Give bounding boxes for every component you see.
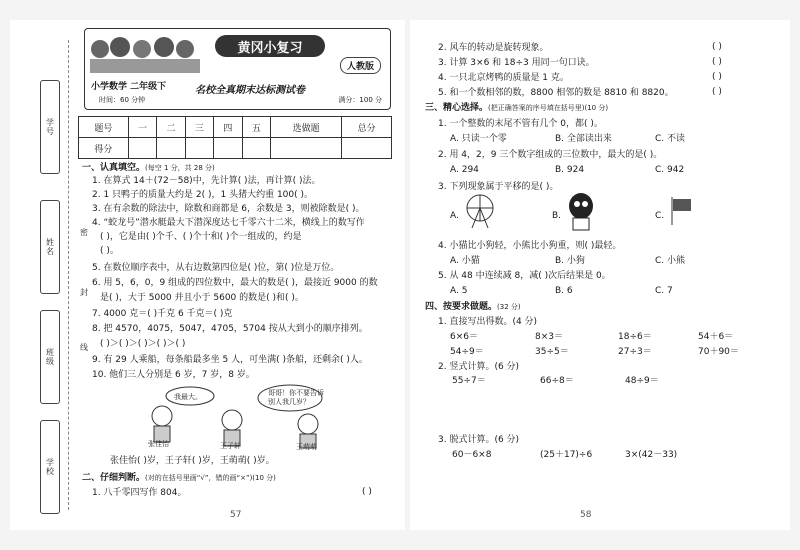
binding-strip [18, 40, 88, 510]
choice-option[interactable]: B. 6 [555, 286, 573, 296]
choice-question: 3. 下列现象属于平移的是( )。 [438, 182, 559, 192]
paper-title: 名校全真期末达标测试卷 [195, 85, 305, 96]
section4-heading: 四、按要求做题。(32 分) [425, 302, 521, 312]
question: 4. “蛟龙号”潜水艇最大下潜深度达七千零六十二米，横线上的数写作 [92, 218, 365, 228]
choice-option[interactable]: C. 不读 [655, 134, 686, 144]
school-box: 学校 [40, 420, 60, 514]
calc-item: 35÷5＝ [535, 347, 569, 357]
series-title: 黄冈小复习 [215, 35, 325, 57]
choice-option[interactable]: B. 小狗 [555, 256, 585, 266]
choice-option[interactable]: B. 924 [555, 165, 585, 175]
speech-bubble: 哥哥！你不要告诉别人我几岁？ [268, 389, 324, 406]
calc-item: 70＋90＝ [698, 347, 739, 357]
answer-bracket[interactable]: ( ) [712, 72, 722, 82]
flag-image [666, 195, 696, 227]
subsection-title: 2. 竖式计算。(6 分) [438, 362, 520, 372]
choice-option[interactable]: A. 294 [450, 165, 479, 175]
section1-heading: 一、认真填空。(每空 1 分，共 28 分) [82, 163, 215, 173]
page-number: 58 [580, 510, 592, 520]
choice-option[interactable]: A. [450, 211, 459, 221]
question-cont: 是( )，大于 5000 并且小于 5600 的数是( )和( )。 [100, 293, 304, 303]
score-col-header: 选做题 [271, 117, 342, 138]
choice-option[interactable]: C. 942 [655, 165, 685, 175]
question-cont: ( )。 [100, 246, 119, 256]
choice-option[interactable]: A. 小猫 [450, 256, 480, 266]
answer-bracket[interactable]: ( ) [362, 487, 372, 497]
vertical-calc: 48÷9＝ [625, 376, 659, 386]
choice-option[interactable]: C. 7 [655, 286, 673, 296]
choice-question: 2. 用 4，2，9 三个数字组成的三位数中，最大的是( )。 [438, 150, 663, 160]
score-cell[interactable] [185, 138, 213, 159]
header-banner [84, 28, 391, 110]
calc-item: 54÷9＝ [450, 347, 484, 357]
score-col-header: 二 [157, 117, 185, 138]
score-table [78, 116, 392, 159]
score-cell[interactable] [242, 138, 270, 159]
score-col-header: 三 [185, 117, 213, 138]
full-score: 满分：100 分 [338, 96, 382, 104]
stepwise-calc: 60－6×8 [452, 450, 492, 460]
question: 1. 在算式 14＋(72－58)中，先计算( )法，再计算( )法。 [92, 176, 321, 186]
subject-grade: 小学数学 二年级下 [91, 82, 167, 92]
child-name: 王萌萌 [296, 443, 317, 451]
score-cell[interactable] [271, 138, 342, 159]
choice-option[interactable]: B. 全部读出来 [555, 134, 612, 144]
vertical-calc: 66÷8＝ [540, 376, 574, 386]
score-col-header: 题号 [79, 117, 129, 138]
choice-option[interactable]: C. 小熊 [655, 256, 686, 266]
calc-item: 6×6＝ [450, 332, 478, 342]
score-cell[interactable] [128, 138, 156, 159]
ferris-wheel-image [462, 192, 498, 230]
question: 10. 他们三人分别是 6 岁，7 岁，8 岁。 [92, 370, 255, 380]
judge-item: 3. 计算 3×6 和 18÷3 用同一句口诀。 [438, 58, 595, 68]
name-box: 姓名 [40, 200, 60, 294]
choice-question: 1. 一个整数的末尾不管有几个 0，都( )。 [438, 119, 603, 129]
question: 8. 把 4570，4075，5047，4705，5704 按从大到小的顺序排列。 [92, 324, 368, 334]
page-number: 57 [230, 510, 242, 520]
question: 2. 1 只鸭子的质量大约是 2( )，1 头猪大约重 100( )。 [92, 190, 314, 200]
question: 5. 在数位顺序表中，从右边数第四位是( )位，第( )位是万位。 [92, 263, 340, 273]
child-name: 王子轩 [220, 442, 241, 450]
judge-item: 4. 一只北京烤鸭的质量是 1 克。 [438, 73, 569, 83]
score-col-header: 总分 [342, 117, 392, 138]
question: 3. 在有余数的除法中，除数和商都是 6，余数是 3，则被除数是( )。 [92, 204, 365, 214]
cut-word-envelope: 封 [80, 285, 88, 300]
choice-question: 5. 从 48 中连续减 8，减( )次后结果是 0。 [438, 271, 611, 281]
judge-item: 1. 八千零四写作 804。 [92, 488, 187, 498]
edition-badge: 人教版 [340, 57, 381, 74]
score-row-label: 得分 [79, 138, 129, 159]
question-cont: ( )＞( )＞( )＞( )＞( ) [100, 339, 186, 349]
child-name: 张佳怡 [148, 440, 169, 448]
judge-item: 5. 和一个数相邻的数，8800 相邻的数是 8810 和 8820。 [438, 88, 674, 98]
calc-item: 27÷3＝ [618, 347, 652, 357]
choice-option[interactable]: B. [552, 211, 562, 221]
question: 9. 有 29 人乘船，每条船最多坐 5 人，可坐满( )条船，还剩余( )人。 [92, 355, 368, 365]
score-col-header: 五 [242, 117, 270, 138]
choice-option[interactable]: C. [655, 211, 665, 221]
subsection-title: 3. 脱式计算。(6 分) [438, 435, 520, 445]
question: 6. 用 5，6，0，9 组成的四位数中，最大的数是( )，最接近 9000 的数 [92, 278, 378, 288]
section3-heading: 三、精心选择。(把正确答案的序号填在括号里)(10 分) [425, 103, 609, 113]
calc-item: 54＋6＝ [698, 332, 734, 342]
answer-bracket[interactable]: ( ) [712, 57, 722, 67]
time-limit: 时间：60 分钟 [99, 96, 146, 104]
calc-item: 18÷6＝ [618, 332, 652, 342]
score-col-header: 四 [214, 117, 242, 138]
student-id-box: 学号 [40, 80, 60, 174]
answer-bracket[interactable]: ( ) [712, 42, 722, 52]
score-col-header: 一 [128, 117, 156, 138]
question: 7. 4000 克＝( )千克 6 千克＝( )克 [92, 309, 233, 319]
choice-question: 4. 小猫比小狗轻，小熊比小狗重，则( )最轻。 [438, 241, 622, 251]
choice-option[interactable]: A. 只读一个零 [450, 134, 507, 144]
score-cell[interactable] [342, 138, 392, 159]
vertical-calc: 55÷7＝ [452, 376, 486, 386]
class-box: 班级 [40, 310, 60, 404]
choice-option[interactable]: A. 5 [450, 286, 468, 296]
question-cont: 张佳怡( )岁，王子轩( )岁，王萌萌( )岁。 [110, 456, 275, 466]
stepwise-calc: (25＋17)÷6 [540, 450, 593, 460]
judge-item: 2. 风车的转动是旋转现象。 [438, 43, 549, 53]
calc-item: 8×3＝ [535, 332, 563, 342]
dog-character-image [564, 190, 598, 232]
children-illustration [85, 29, 205, 75]
score-cell[interactable] [214, 138, 242, 159]
cut-word-line: 线 [80, 340, 88, 355]
subsection-title: 1. 直接写出得数。(4 分) [438, 317, 538, 327]
section2-heading: 二、仔细判断。(对的在括号里画“√”，错的画“×”)(10 分) [82, 473, 276, 483]
stepwise-calc: 3×(42－33) [625, 450, 678, 460]
question-cont: ( )，它是由( )个千、( )个十和( )个一组成的，约是 [100, 232, 302, 242]
cut-word-seal: 密 [80, 225, 88, 240]
answer-bracket[interactable]: ( ) [712, 87, 722, 97]
speech-bubble: 我最大。 [174, 393, 202, 401]
score-cell[interactable] [157, 138, 185, 159]
